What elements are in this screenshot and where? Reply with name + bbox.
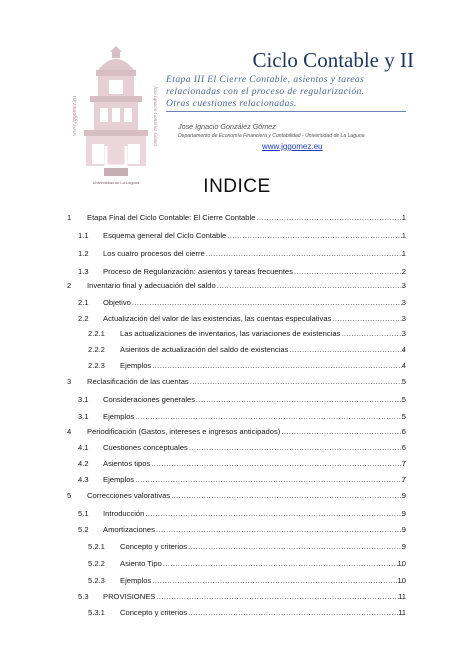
toc-entry[interactable] [0, 212, 474, 224]
toc-entry[interactable] [0, 558, 474, 570]
toc-entry[interactable] [0, 508, 474, 520]
toc-dot-leader [281, 426, 404, 438]
toc-entry-label: Ejemplos [103, 475, 135, 484]
toc-entry-number: 2.2.3 [88, 361, 105, 370]
toc-entry-page: 9 [401, 542, 406, 551]
toc-entry-page: 5 [401, 412, 406, 421]
toc-entry-label: Introducción [103, 509, 145, 518]
toc-entry-label: Asientos de actualización del saldo de existencias [120, 345, 289, 354]
toc-entry-label: Concepto y criterios [120, 608, 188, 617]
toc-entry[interactable] [0, 280, 474, 292]
toc-entry-number: 5.3.1 [88, 608, 105, 617]
toc-dot-leader [206, 248, 404, 260]
toc-entry[interactable] [0, 490, 474, 502]
toc-entry-page: 6 [401, 443, 406, 452]
toc-dot-leader [163, 558, 404, 570]
toc-entry-label: Actualización del valor de las existencias, las cuentas especulativas [103, 314, 332, 323]
toc-entry-number: 1.2 [78, 249, 89, 258]
toc-entry-page: 9 [401, 525, 406, 534]
toc-entry-number: 5.3 [78, 592, 89, 601]
toc-entry-label: Correcciones valorativas [87, 491, 171, 500]
subtitle-line: Otras cuestiones relacionadas. [166, 98, 297, 109]
toc-entry-label: Periodificación (Gastos, intereses e ingresos anticipados) [87, 427, 281, 436]
toc-entry-number: 5.2 [78, 525, 89, 534]
toc-dot-leader [171, 490, 404, 502]
toc-dot-leader [256, 212, 404, 224]
toc-entry[interactable] [0, 376, 474, 388]
toc-entry-label: Consideraciones generales [103, 395, 196, 404]
toc-dot-leader [294, 266, 404, 278]
toc-entry-number: 5 [67, 491, 72, 500]
toc-dot-leader [156, 591, 404, 603]
toc-dot-leader [151, 458, 404, 470]
toc-entry-number: 2.2.2 [88, 345, 105, 354]
toc-entry-page: 7 [401, 459, 406, 468]
toc-entry-label: Cuestiones conceptuales [103, 443, 188, 452]
toc-entry[interactable] [0, 474, 474, 486]
toc-entry-page: 4 [401, 361, 406, 370]
toc-entry-number: 5.1 [78, 509, 89, 518]
toc-entry[interactable] [0, 266, 474, 278]
toc-entry-page: 6 [401, 427, 406, 436]
toc-entry-label: Esquema general del Ciclo Contable [103, 231, 227, 240]
toc-entry-page: 11 [398, 592, 406, 601]
toc-entry-label: Las actualizaciones de inventarios, las variaciones de existencias [120, 329, 341, 338]
toc-entry-page: 11 [398, 608, 406, 617]
toc-dot-leader [152, 575, 404, 587]
toc-entry-page: 2 [401, 267, 406, 276]
toc-entry-page: 3 [401, 298, 406, 307]
author-name: Jose Ignacio González Gómez [178, 122, 276, 131]
toc-entry-label: Asientos tipos [103, 459, 151, 468]
toc-dot-leader [190, 376, 404, 388]
toc-dot-leader [152, 360, 404, 372]
toc-entry-page: 7 [401, 475, 406, 484]
toc-entry[interactable] [0, 230, 474, 242]
toc-entry-label: Inventario final y adecuación del saldo [87, 281, 216, 290]
toc-dot-leader [289, 344, 404, 356]
toc-entry-label: Ejemplos [120, 361, 152, 370]
toc-dot-leader [227, 230, 404, 242]
website-link[interactable]: www.jggomez.eu [262, 142, 323, 151]
toc-entry[interactable] [0, 248, 474, 260]
subtitle-line: Etapa III El Cierre Contable, asientos y tareas [166, 74, 365, 85]
toc-entry-label: Proceso de Regularización: asientos y tareas frecuentes [103, 267, 293, 276]
toc-entry-label: Concepto y criterios [120, 542, 188, 551]
toc-entry[interactable] [0, 426, 474, 438]
toc-entry-page: 5 [401, 395, 406, 404]
toc-entry-number: 2.1 [78, 298, 89, 307]
toc-entry-number: 3.1 [78, 395, 89, 404]
logo-emblem-icon [66, 46, 162, 190]
toc-entry-number: 4.1 [78, 443, 89, 452]
toc-dot-leader [132, 297, 404, 309]
toc-entry-page: 3 [401, 314, 406, 323]
toc-entry-number: 4.2 [78, 459, 89, 468]
toc-entry-label: Etapa Final del Ciclo Contable: El Cierre Contable [87, 213, 256, 222]
toc-dot-leader [189, 442, 404, 454]
logo-vertical-text-left: www.jggomez.eu [72, 95, 78, 137]
logo-vertical-text-right: José Ignacio González Gómez [152, 85, 157, 147]
toc-entry-number: 3.1 [78, 412, 89, 421]
toc-entry[interactable] [0, 607, 474, 619]
toc-entry-number: 5.2.3 [88, 576, 105, 585]
toc-entry-number: 4.3 [78, 475, 89, 484]
toc-entry-page: 9 [401, 509, 406, 518]
toc-entry-number: 2 [67, 281, 72, 290]
department-name: Departamento de Economía Financiera y Contabilidad - Universidad de La Laguna [178, 133, 365, 139]
toc-entry-page: 1 [401, 249, 406, 258]
toc-heading: INDICE [203, 176, 271, 197]
toc-entry[interactable] [0, 541, 474, 553]
toc-dot-leader [156, 524, 404, 536]
toc-entry-number: 2.2.1 [88, 329, 105, 338]
toc-dot-leader [135, 411, 404, 423]
toc-entry-page: 10 [397, 576, 406, 585]
toc-entry-number: 4 [67, 427, 72, 436]
toc-entry[interactable] [0, 442, 474, 454]
toc-entry[interactable] [0, 575, 474, 587]
toc-entry[interactable] [0, 591, 474, 603]
toc-entry[interactable] [0, 394, 474, 406]
toc-entry-number: 5.2.1 [88, 542, 105, 551]
toc-entry-label: Ejemplos [120, 576, 152, 585]
toc-entry-page: 9 [401, 491, 406, 500]
toc-dot-leader [188, 541, 404, 553]
document-subtitle [166, 74, 404, 110]
toc-entry-number: 5.2.2 [88, 559, 105, 568]
toc-entry-label: Objetivo [103, 298, 131, 307]
toc-entry-label: Ejemplos [103, 412, 135, 421]
toc-entry-label: Amortizaciones [103, 525, 155, 534]
toc-dot-leader [196, 394, 404, 406]
toc-entry-label: PROVISIONES [103, 592, 156, 601]
toc-dot-leader [217, 280, 404, 292]
toc-entry[interactable] [0, 328, 474, 340]
toc-entry[interactable] [0, 524, 474, 536]
header-divider [166, 111, 406, 112]
toc-entry-page: 3 [401, 329, 406, 338]
toc-entry-number: 1.1 [78, 231, 89, 240]
document-title: Ciclo Contable y II [252, 48, 414, 72]
toc-entry-page: 4 [401, 345, 406, 354]
toc-entry-page: 3 [401, 281, 406, 290]
toc-entry-number: 1 [67, 213, 72, 222]
toc-entry-label: Reclasificación de las cuentas [87, 377, 189, 386]
toc-entry-number: 2.2 [78, 314, 89, 323]
toc-entry[interactable] [0, 360, 474, 372]
toc-dot-leader [188, 607, 404, 619]
toc-entry-label: Los cuatro procesos del cierre [103, 249, 205, 258]
toc-entry[interactable] [0, 297, 474, 309]
toc-entry[interactable] [0, 344, 474, 356]
toc-entry[interactable] [0, 458, 474, 470]
toc-entry-number: 3 [67, 377, 72, 386]
toc-entry[interactable] [0, 313, 474, 325]
toc-dot-leader [145, 508, 404, 520]
toc-entry[interactable] [0, 411, 474, 423]
toc-entry-label: Asiento Tipo [120, 559, 162, 568]
toc-entry-page: 1 [401, 231, 406, 240]
toc-entry-page: 10 [397, 559, 406, 568]
subtitle-line: relacionadas con el proceso de regularización. [166, 86, 365, 97]
toc-entry-number: 1.3 [78, 267, 89, 276]
toc-dot-leader [135, 474, 404, 486]
university-logo [66, 46, 162, 190]
logo-emblem-label: Universidad de La Laguna [92, 180, 140, 185]
toc-entry-page: 5 [401, 377, 406, 386]
toc-entry-page: 1 [401, 213, 406, 222]
